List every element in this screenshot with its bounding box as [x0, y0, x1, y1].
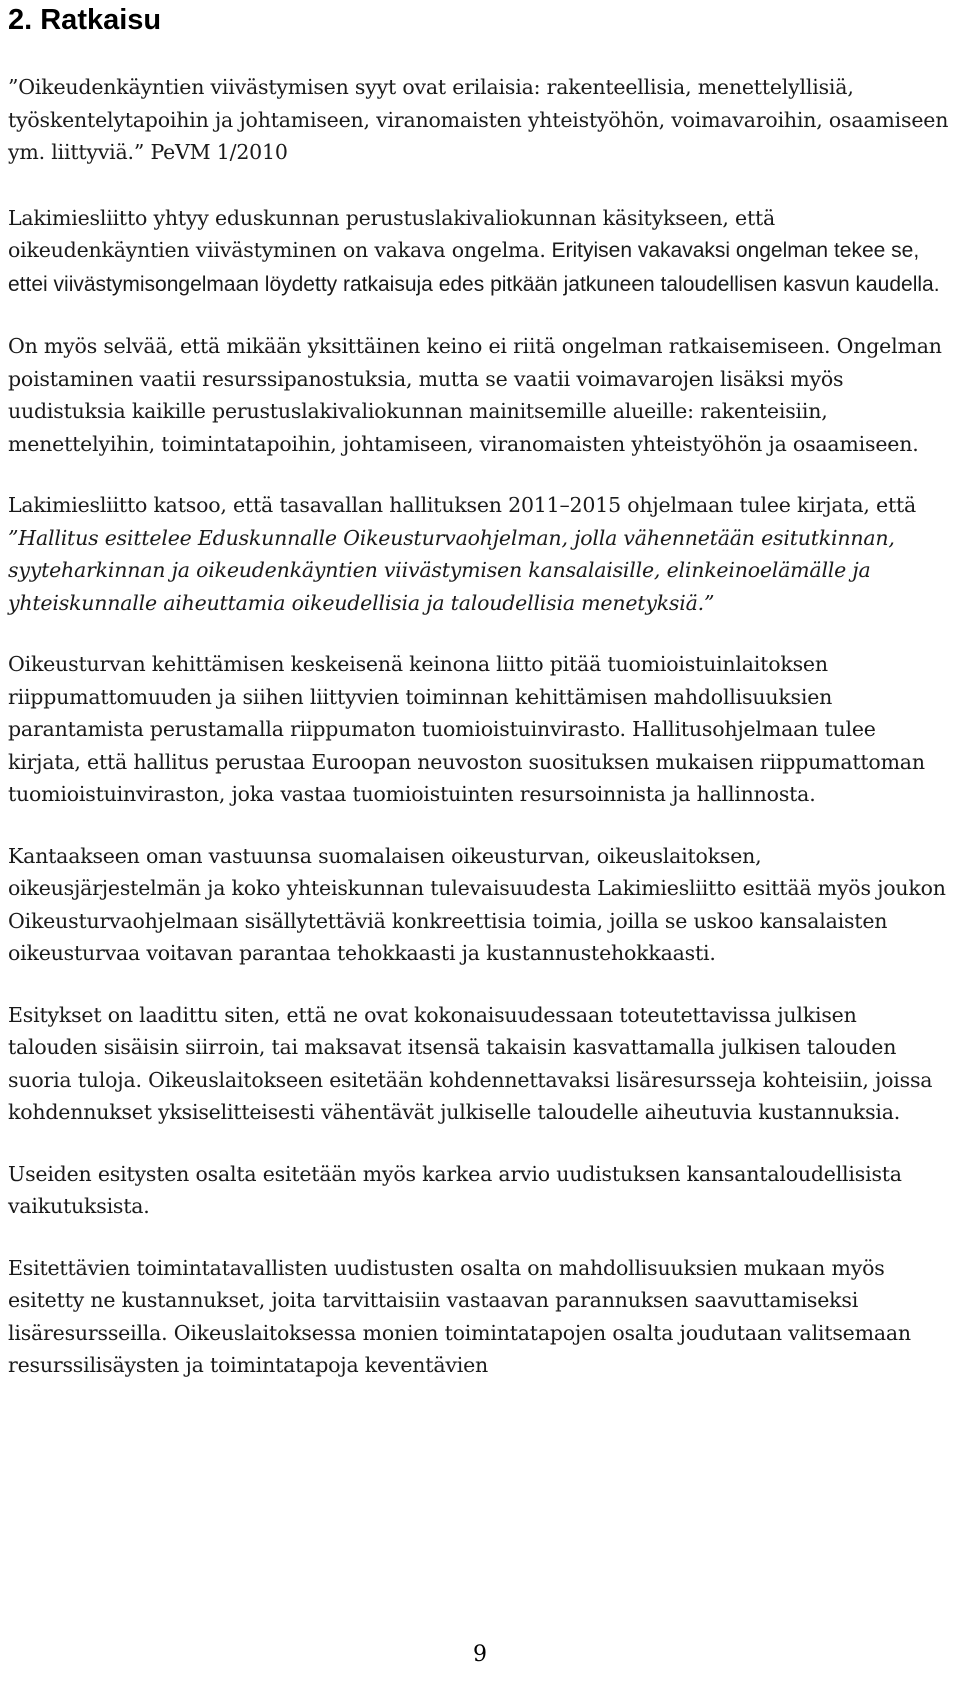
paragraph-text: Lakimiesliitto katsoo, että tasavallan hallituksen 2011–2015 ohjelmaan tulee kirjata, että	[8, 493, 917, 517]
paragraph-text-continued: Erityisen vakavaksi ongelman tekee se, ettei viivästymisongelmaan löydetty ratkaisuja edes pitkään jatkuneen taloudellisen kasvun kaudella.	[8, 239, 940, 296]
paragraph-funding: Esitykset on laadittu siten, että ne ovat kokonaisuudessaan toteutettavissa julkisen talouden sisäisin siirroin, tai maksavat itsensä takaisin kasvattamalla julkisen talouden suoria tuloja. Oikeuslaitokseen esitetään kohdennettavaksi lisäresursseja kohteisiin, joissa kohdennukset yksiselitteisesti vähentävät julkiselle taloudelle aiheutuvia kustannuksia.	[8, 1002, 933, 1124]
paragraph-concrete-measures: Kantaakseen oman vastuunsa suomalaisen oikeusturvan, oikeuslaitoksen, oikeusjärjestelmän ja koko yhteiskunnan tulevaisuudesta Lakimiesliitto esittää myös joukon Oikeusturvaohjelmaan sisällytettäviä konkreettisia toimia, joilla se uskoo kansalaisten oikeusturvaa voitavan parantaa tehokkaasti ja kustannustehokkaasti.	[8, 843, 946, 965]
paragraph-economic-impact: Useiden esitysten osalta esitetään myös karkea arvio uudistuksen kansantaloudellisista vaikutuksista.	[8, 1161, 902, 1218]
document-page	[8, 0, 952, 1382]
section-heading: 2. Ratkaisu	[8, 4, 162, 36]
paragraph-government-program	[8, 489, 952, 619]
paragraph-court-agency: Oikeusturvan kehittämisen keskeisenä keinona liitto pitää tuomioistuinlaitoksen riippumattomuuden ja siihen liittyvien toiminnan kehittämisen mahdollisuuksien parantamista perustamalla riippumaton tuomioistuinvirasto. Hallitusohjelmaan tulee kirjata, että hallitus perustaa Euroopan neuvoston suosituksen mukaisen riippumattoman tuomioistuinviraston, joka vastaa tuomioistuinten resursoinnista ja hallinnosta.	[8, 652, 925, 806]
paragraph-costs: Esitettävien toimintatavallisten uudistusten osalta on mahdollisuuksien mukaan myös esitetty ne kustannukset, joita tarvittaisiin vastaavan parannuksen saavuttamiseksi lisäresursseilla. Oikeuslaitoksessa monien toimintatapojen osalta joudutaan valitsemaan resurssilisäysten ja toimintatapoja keventävien	[8, 1255, 911, 1377]
quote-paragraph: ”Oikeudenkäyntien viivästymisen syyt ovat erilaisia: rakenteellisia, menettelyllisiä, työskentelytapoihin ja johtamiseen, viranomaisten yhteistyöhön, voimavaroihin, osaamiseen ym. liittyviä.” PeVM 1/2010	[8, 75, 949, 164]
paragraph-no-single-solution: On myös selvää, että mikään yksittäinen keino ei riitä ongelman ratkaisemiseen. Ongelman poistaminen vaatii resurssipanostuksia, mutta se vaatii voimavarojen lisäksi myös uudistuksia kaikille perustuslakivaliokunnan mainitsemille alueille: rakenteisiin, menettelyihin, toimintatapoihin, johtamiseen, viranomaisten yhteistyöhön ja osaamiseen.	[8, 334, 942, 456]
paragraph-text: Lakimiesliitto yhtyy eduskunnan perustuslakivaliokunnan käsitykseen, että oikeudenkäyntien viivästyminen on vakava ongelma.	[8, 205, 776, 262]
paragraph-serious-problem	[8, 202, 952, 302]
page-number: 9	[473, 1642, 487, 1667]
quoted-proposal: ”Hallitus esittelee Eduskunnalle Oikeusturvaohjelman, jolla vähennetään esitutkinnan, syyteharkinnan ja oikeudenkäyntien viivästymisen kansalaisille, elinkeinoelämälle ja yhteiskunnalle aiheuttamia oikeudellisia ja taloudellisia menetyksiä.”	[8, 525, 895, 615]
